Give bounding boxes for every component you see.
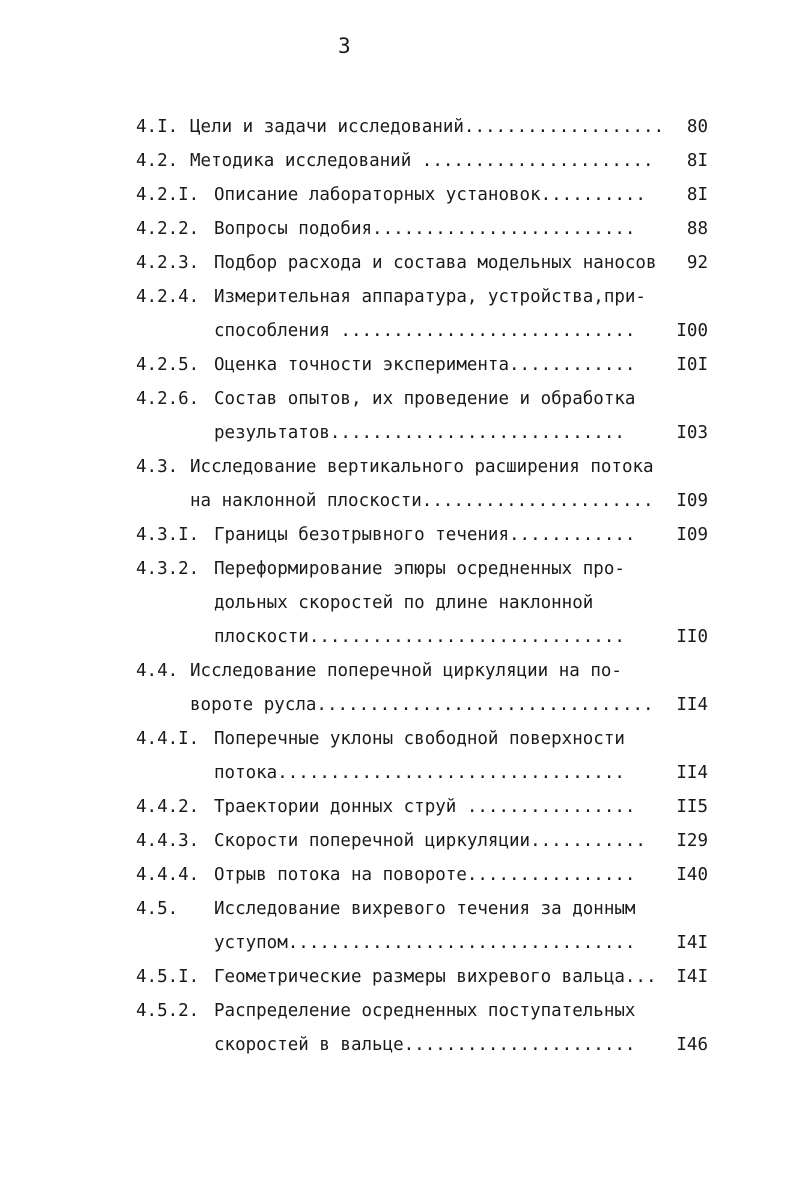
toc-section-title: Траектории донных струй ................ (214, 797, 636, 817)
toc-line (136, 586, 712, 620)
toc-section-number: 4.4.2. (136, 797, 200, 817)
toc-section-number: 4.5.2. (136, 1001, 200, 1021)
toc-section-title: Вопросы подобия......................... (214, 219, 636, 239)
toc-line (136, 314, 712, 348)
toc-section-title: Поперечные уклоны свободной поверхности (214, 729, 625, 749)
toc-section-title: Исследование вертикального расширения потока (190, 457, 654, 477)
toc-line (136, 552, 712, 586)
toc-section-title: Описание лабораторных установок.......... (214, 185, 646, 205)
toc-section-title: скоростей в вальце...................... (214, 1035, 636, 1055)
toc-section-title: Оценка точности эксперимента............ (214, 355, 636, 375)
table-of-contents (136, 110, 712, 1062)
toc-page-number: 8I (686, 185, 708, 205)
toc-page-number: I09 (676, 491, 708, 511)
toc-page-number: II0 (676, 627, 708, 647)
toc-line (136, 892, 712, 926)
toc-page-number: II4 (676, 695, 708, 715)
toc-section-number: 4.2.I. (136, 185, 200, 205)
toc-line (136, 110, 712, 144)
toc-page-number: I0I (676, 355, 708, 375)
toc-page-number: 92 (686, 253, 708, 273)
toc-section-number: 4.2.3. (136, 253, 200, 273)
toc-line (136, 450, 712, 484)
toc-section-title: дольных скоростей по длине наклонной (214, 593, 594, 613)
toc-section-title: Переформирование эпюры осредненных про- (214, 559, 625, 579)
toc-section-number: 4.5.I. (136, 967, 200, 987)
toc-page-number: II4 (676, 763, 708, 783)
toc-line (136, 246, 712, 280)
toc-line (136, 1028, 712, 1062)
toc-section-number: 4.2.5. (136, 355, 200, 375)
toc-page-number: I4I (676, 933, 708, 953)
toc-page-number: I09 (676, 525, 708, 545)
toc-section-title: Исследование поперечной циркуляции на по- (190, 661, 622, 681)
toc-section-title: уступом................................. (214, 933, 636, 953)
toc-section-number: 4.3. (136, 457, 179, 477)
toc-section-title: плоскости.............................. (214, 627, 625, 647)
toc-section-title: Скорости поперечной циркуляции........... (214, 831, 646, 851)
toc-section-number: 4.I. (136, 117, 179, 137)
toc-line (136, 280, 712, 314)
toc-section-number: 4.3.2. (136, 559, 200, 579)
toc-section-title: Распределение осредненных поступательных (214, 1001, 636, 1021)
toc-line (136, 484, 712, 518)
toc-line (136, 144, 712, 178)
toc-line (136, 620, 712, 654)
toc-line (136, 790, 712, 824)
toc-section-title: Подбор расхода и состава модельных наносов (214, 253, 657, 273)
toc-section-number: 4.2.6. (136, 389, 200, 409)
toc-line (136, 858, 712, 892)
toc-section-title: Исследование вихревого течения за донным (214, 899, 636, 919)
toc-line (136, 756, 712, 790)
toc-section-number: 4.4.3. (136, 831, 200, 851)
toc-section-number: 4.5. (136, 899, 179, 919)
toc-section-title: Методика исследований ...................... (190, 151, 654, 171)
toc-section-title: потока................................. (214, 763, 625, 783)
toc-section-title: результатов............................ (214, 423, 625, 443)
toc-section-title: Измерительная аппаратура, устройства,при- (214, 287, 646, 307)
toc-section-number: 4.2.2. (136, 219, 200, 239)
toc-page-number: II5 (676, 797, 708, 817)
toc-section-number: 4.4.I. (136, 729, 200, 749)
toc-line (136, 518, 712, 552)
toc-line (136, 212, 712, 246)
toc-section-title: Границы безотрывного течения............ (214, 525, 636, 545)
toc-section-title: Цели и задачи исследований................... (190, 117, 665, 137)
toc-section-number: 4.2.4. (136, 287, 200, 307)
toc-section-title: Состав опытов, их проведение и обработка (214, 389, 636, 409)
toc-section-title: способления ............................ (214, 321, 636, 341)
toc-page-number: I03 (676, 423, 708, 443)
toc-page-number: I4I (676, 967, 708, 987)
toc-page-number: 8I (686, 151, 708, 171)
toc-page-number: I40 (676, 865, 708, 885)
toc-line (136, 654, 712, 688)
toc-section-title: Отрыв потока на повороте................ (214, 865, 636, 885)
toc-page-number: I29 (676, 831, 708, 851)
toc-line (136, 960, 712, 994)
toc-line (136, 994, 712, 1028)
toc-section-title: на наклонной плоскости...................... (190, 491, 654, 511)
page-number: 3 (338, 34, 351, 58)
toc-line (136, 722, 712, 756)
toc-section-title: вороте русла................................ (190, 695, 654, 715)
toc-page-number: 80 (686, 117, 708, 137)
toc-section-number: 4.3.I. (136, 525, 200, 545)
toc-page-number: 88 (686, 219, 708, 239)
toc-line (136, 926, 712, 960)
toc-line (136, 688, 712, 722)
toc-section-number: 4.4. (136, 661, 179, 681)
toc-line (136, 824, 712, 858)
toc-page-number: I46 (676, 1035, 708, 1055)
toc-section-number: 4.2. (136, 151, 179, 171)
toc-section-number: 4.4.4. (136, 865, 200, 885)
toc-line (136, 348, 712, 382)
toc-section-title: Геометрические размеры вихревого вальца... (214, 967, 657, 987)
toc-line (136, 178, 712, 212)
toc-page-number: I00 (676, 321, 708, 341)
toc-line (136, 382, 712, 416)
toc-line (136, 416, 712, 450)
